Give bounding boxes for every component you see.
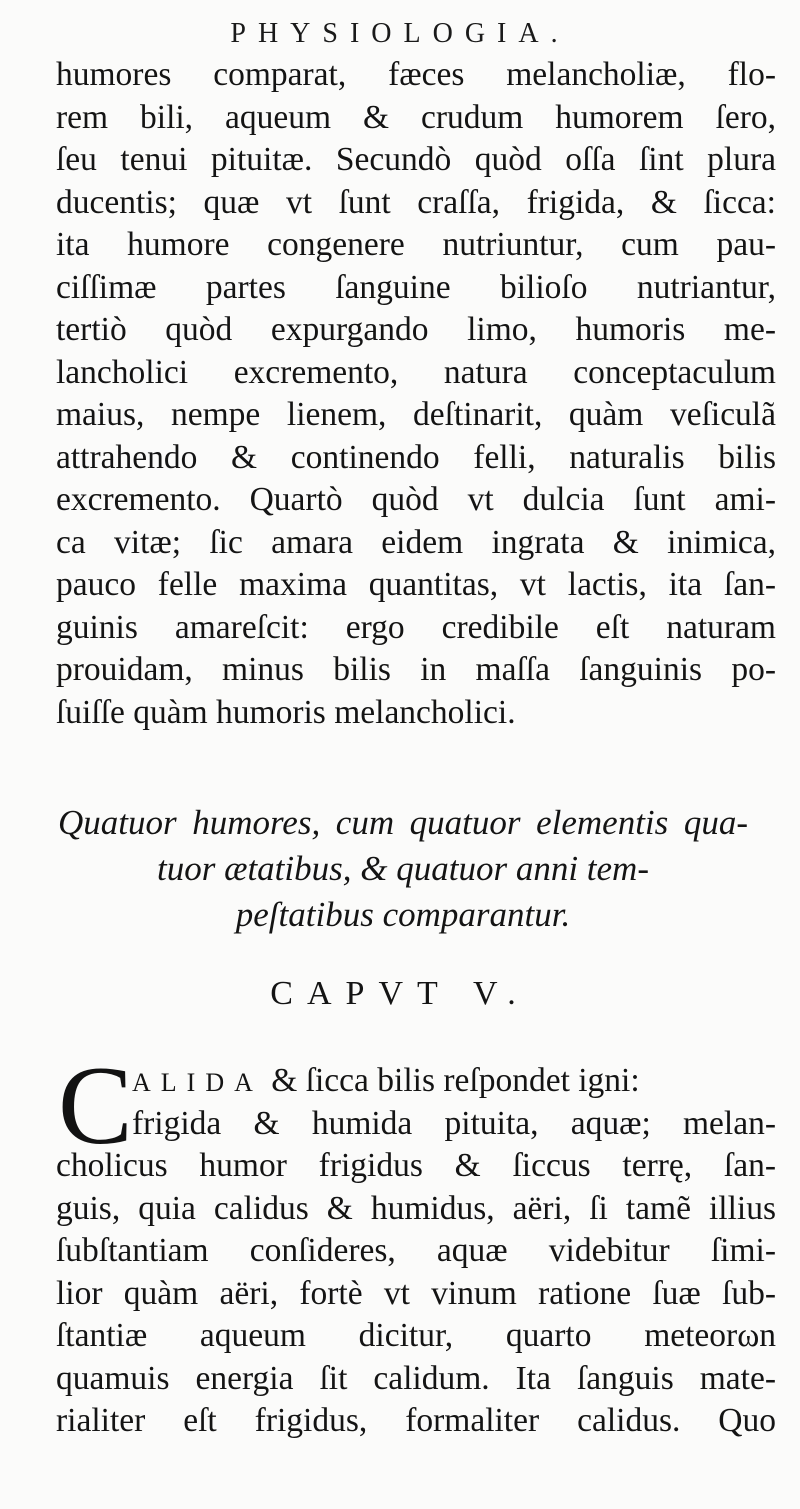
text-line: pauco felle maxima quantitas, vt lactis, ita ſan-: [56, 566, 776, 603]
text-line: ſeu tenui pituitæ. Secundò quòd oſſa ſint plura: [56, 141, 776, 178]
paragraph-2: [56, 1060, 776, 1443]
text-line: ſtantiæ aqueum dicitur, quarto meteorωn: [56, 1317, 776, 1354]
text-line: rem bili, aqueum & crudum humorem ſero,: [56, 98, 776, 136]
text-line: ducentis; quæ vt ſunt craſſa, frigida, & ſicca:: [56, 183, 776, 221]
running-head: PHYSIOLOGIA.: [230, 18, 570, 49]
text-line: lancholici excremento, natura conceptaculum: [56, 353, 776, 391]
text-line: ita humore congenere nutriuntur, cum pau-: [56, 226, 776, 263]
text-line-last: ſuiſſe quàm humoris melancholici.: [56, 693, 516, 731]
text-line: excremento. Quartò quòd vt dulcia ſunt ami-: [56, 481, 776, 518]
drop-cap-initial: C: [58, 1044, 133, 1168]
text-line: ca vitæ; ſic amara eidem ingrata & inimica,: [56, 523, 776, 561]
text-line-first: [56, 1060, 776, 1103]
text-line: guinis amareſcit: ergo credibile eſt naturam: [56, 608, 776, 646]
text-line: prouidam, minus bilis in maſſa ſanguinis po-: [56, 651, 776, 688]
section-heading-italic: [58, 800, 748, 938]
text-line: ciſſimæ partes ſanguine bilioſo nutriantur,: [56, 268, 776, 306]
paragraph-1: [56, 54, 776, 734]
text-line: attrahendo & continendo felli, naturalis bilis: [56, 438, 776, 476]
text-line: cholicus humor frigidus & ſiccus terrę, ſan-: [56, 1147, 776, 1184]
text-line: maius, nempe lienem, deſtinarit, quàm veſiculã: [56, 396, 776, 433]
text-line: guis, quia calidus & humidus, aëri, ſi tamẽ illius: [56, 1189, 776, 1227]
italic-heading-line: Quatuor humores, cum quatuor elementis qua-: [58, 803, 748, 842]
italic-heading-line: peſtatibus comparantur.: [235, 895, 571, 934]
text-line: quamuis energia ſit calidum. Ita ſanguis mate-: [56, 1359, 776, 1397]
text-line: rialiter eſt frigidus, formaliter calidus. Quo: [56, 1402, 776, 1439]
text-line: ſubſtantiam conſideres, aquæ videbitur ſimi-: [56, 1232, 776, 1269]
text-line: tertiò quòd expurgando limo, humoris me-: [56, 311, 776, 348]
text-line: humores comparat, fæces melancholiæ, flo-: [56, 56, 776, 93]
chapter-heading: CAPVT V.: [270, 975, 530, 1012]
opening-line-rest: & ſicca bilis reſpondet igni:: [271, 1062, 640, 1099]
opening-word: ALIDA: [132, 1068, 263, 1097]
text-line: frigida & humida pituita, aquæ; melan-: [132, 1104, 776, 1142]
italic-heading-line: tuor ætatibus, & quatuor anni tem-: [157, 849, 649, 888]
text-line: lior quàm aëri, fortè vt vinum ratione ſuæ ſub-: [56, 1274, 776, 1312]
